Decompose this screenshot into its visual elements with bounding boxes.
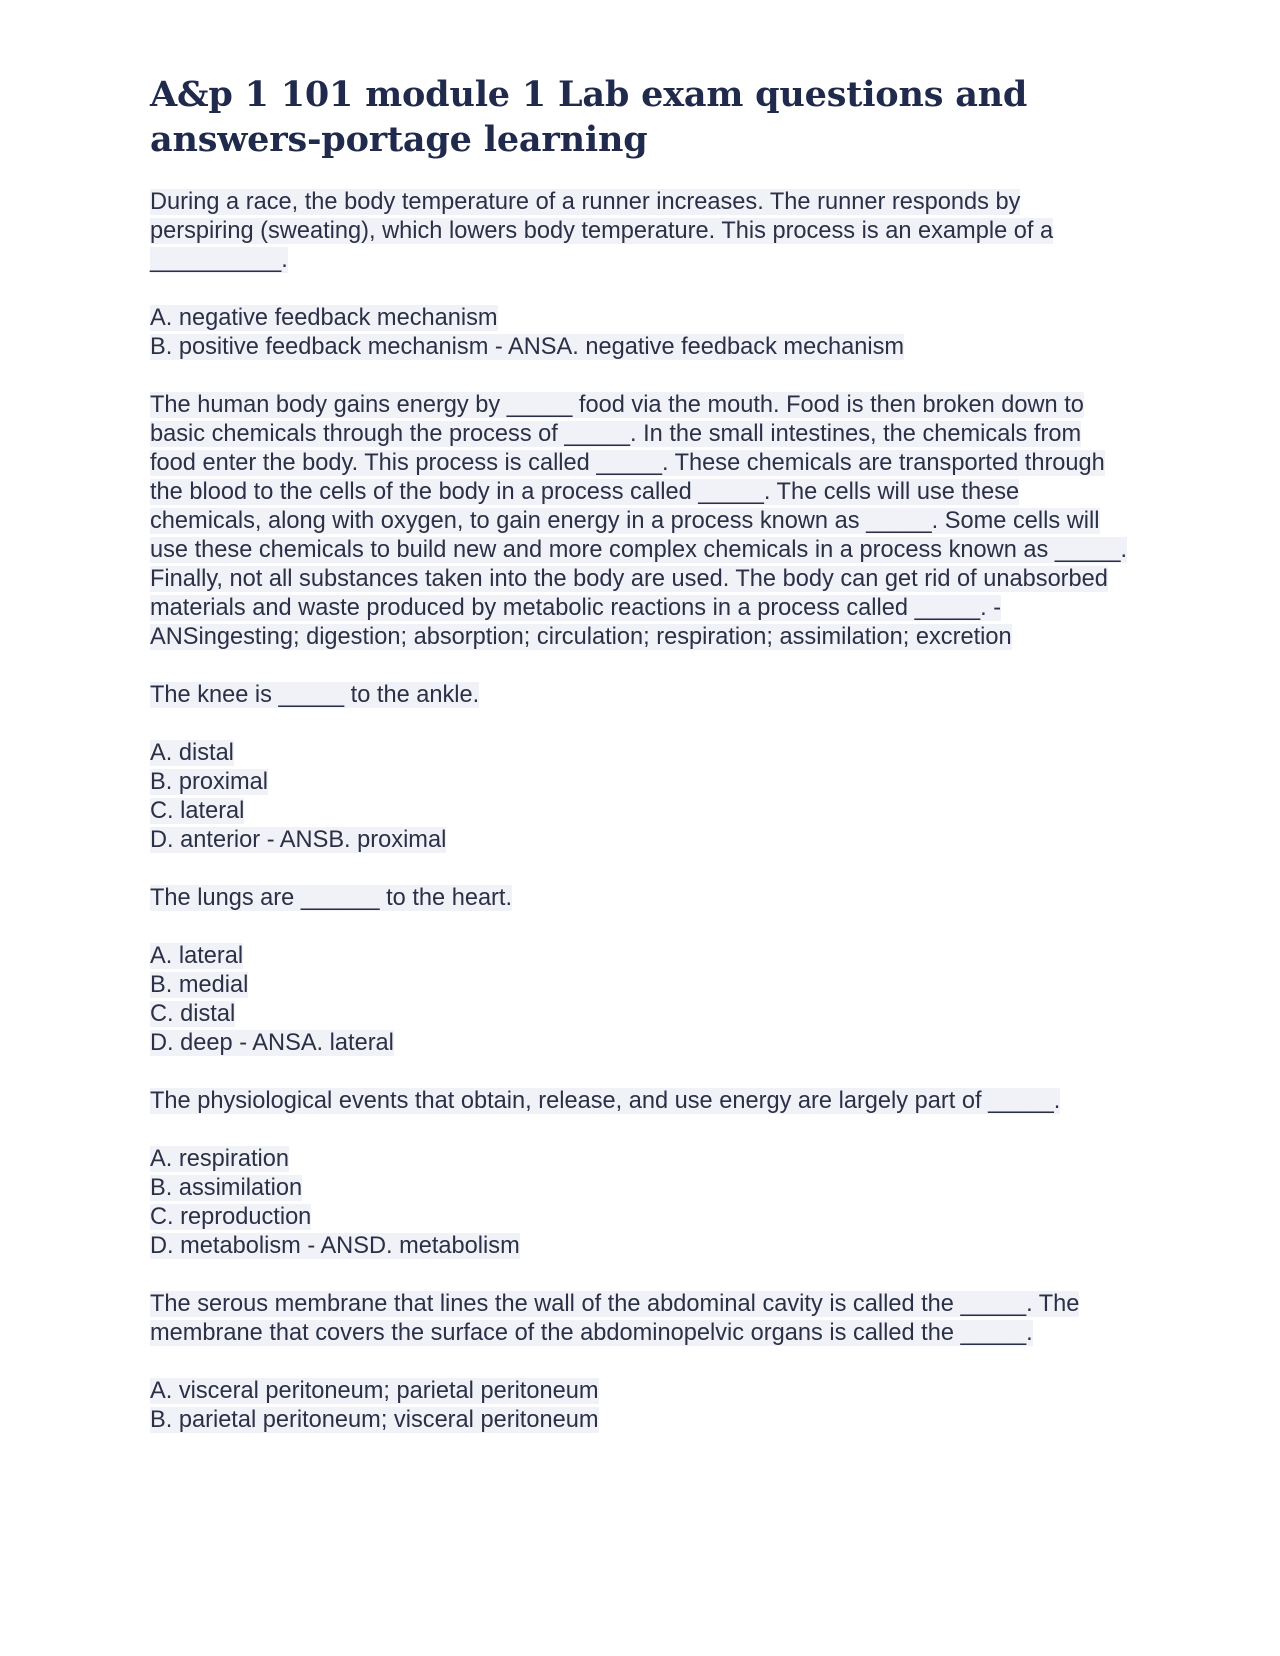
question-block — [150, 884, 1130, 1058]
option-item — [150, 1174, 1130, 1203]
option-item — [150, 1029, 1130, 1058]
option-item — [150, 1232, 1130, 1261]
option-item — [150, 1145, 1130, 1174]
option-text: A. negative feedback mechanism — [150, 305, 498, 331]
question-line: The knee is _____ to the ankle. — [150, 682, 480, 708]
option-item — [150, 826, 1130, 855]
question-block — [150, 681, 1130, 855]
option-item — [150, 768, 1130, 797]
option-text: D. deep - ANSA. lateral — [150, 1030, 394, 1056]
question-text — [150, 681, 1130, 710]
option-text: C. reproduction — [150, 1204, 312, 1230]
question-text — [150, 188, 1130, 275]
question-line: The serous membrane that lines the wall of the abdominal cavity is called the _____. The membrane that covers the surface of the abdominopelvic organs is called the _____. — [150, 1291, 1080, 1346]
option-text: B. parietal peritoneum; visceral peritoneum — [150, 1407, 599, 1433]
question-line: The lungs are ______ to the heart. — [150, 885, 513, 911]
document-title: A&p 1 101 module 1 Lab exam questions and answers-portage learning — [150, 74, 1028, 160]
option-item — [150, 1406, 1130, 1435]
option-text: B. assimilation — [150, 1175, 303, 1201]
question-block — [150, 188, 1130, 362]
option-item — [150, 797, 1130, 826]
option-text: B. medial — [150, 972, 249, 998]
option-text: D. metabolism - ANSD. metabolism — [150, 1233, 520, 1259]
question-line: During a race, the body temperature of a runner increases. The runner responds by perspiring (sweating), which lowers body temperature. This process is an example of a __________. — [150, 189, 1054, 273]
option-item — [150, 304, 1130, 333]
options-list — [150, 1145, 1130, 1261]
question-block — [150, 1087, 1130, 1261]
question-text — [150, 391, 1130, 652]
question-line: The physiological events that obtain, release, and use energy are largely part of _____. — [150, 1088, 1061, 1114]
options-list — [150, 942, 1130, 1058]
option-text: C. lateral — [150, 798, 245, 824]
option-item — [150, 942, 1130, 971]
question-text — [150, 1087, 1130, 1116]
option-text: B. proximal — [150, 769, 269, 795]
question-text — [150, 884, 1130, 913]
options-list — [150, 1377, 1130, 1435]
option-item — [150, 333, 1130, 362]
option-text: A. distal — [150, 740, 234, 766]
option-text: A. lateral — [150, 943, 244, 969]
options-list — [150, 739, 1130, 855]
option-text: A. respiration — [150, 1146, 290, 1172]
option-text: D. anterior - ANSB. proximal — [150, 827, 447, 853]
option-text: B. positive feedback mechanism - ANSA. negative feedback mechanism — [150, 334, 905, 360]
option-text: C. distal — [150, 1001, 236, 1027]
option-item — [150, 1377, 1130, 1406]
question-line: The human body gains energy by _____ food via the mouth. Food is then broken down to basic chemicals through the process of _____. In the small intestines, the chemicals from food enter the body. This process is called _____. These chemicals are transported through the blood to the cells of the body in a process called _____. The cells will use these chemicals, along with oxygen, to gain energy in a process known as _____. Some cells will use these chemicals to build new and more complex chemicals in a process known as _____. Finally, not all substances taken into the body are used. The body can get rid of unabsorbed materials and waste produced by metabolic reactions in a process called _____. - ANSingesting; digestion; absorption; circulation; respiration; assimilation; excretion — [150, 392, 1128, 650]
option-item — [150, 1000, 1130, 1029]
options-list — [150, 304, 1130, 362]
option-item — [150, 971, 1130, 1000]
question-block — [150, 1290, 1130, 1435]
option-text: A. visceral peritoneum; parietal peritoneum — [150, 1378, 599, 1404]
question-block — [150, 391, 1130, 652]
option-item — [150, 739, 1130, 768]
question-text — [150, 1290, 1130, 1348]
document-page — [150, 72, 1130, 1464]
option-item — [150, 1203, 1130, 1232]
